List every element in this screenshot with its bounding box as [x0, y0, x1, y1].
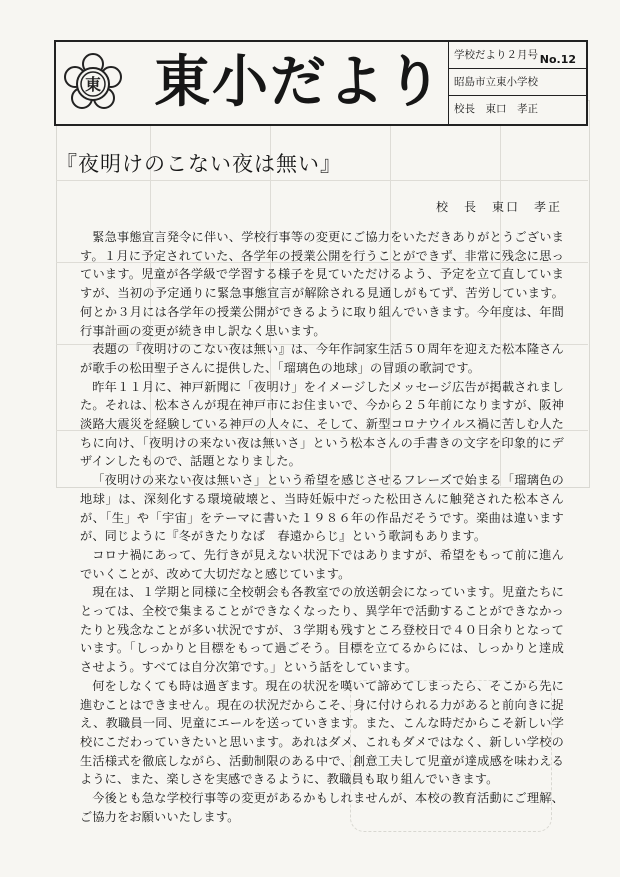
principal-name: 校長 東口 孝正 [454, 103, 538, 115]
school-emblem-icon [62, 51, 124, 113]
paragraph: 「夜明けの来ない夜は無いさ」という希望を感じさせるフレーズで始まる「瑠璃色の地球」は、深刻化する環境破壊と、当時妊娠中だった松田さんに触発された松本さんが、「生」や「宇宙」をテーマに書いた１９８６年の作品だそうです。楽曲は違いますが、同じように『冬がきたりなば 春遠からじ』という歌詞もあります。 [80, 473, 564, 544]
issue-number: No.12 [539, 53, 576, 66]
article-author: 校 長 東口 孝正 [436, 200, 563, 214]
article-body [80, 228, 564, 827]
issue-row [449, 42, 586, 69]
newsletter-title: 東小だより [154, 49, 444, 115]
paragraph: コロナ禍にあって、先行きが見えない状況下ではありますが、希望をもって前に進んでいくことが、改めて大切だなと感じています。 [80, 547, 564, 581]
show-through-rule [56, 180, 588, 181]
school-name: 昭島市立東小学校 [449, 69, 586, 96]
paragraph: 現在は、１学期と同様に全校朝会も各教室での放送朝会になっています。児童たちにとっては、全校で集まることができなくなったり、異学年で活動することができなかったりと残念なことが多い状況ですが、３学期も残すところ登校日で４０日余りとなっています。「しっかりと目標をもって過ごそう。目標を立てるからには、しっかりと達成させよう。すべては自分次第です。」という話をしています。 [80, 585, 564, 675]
paragraph: 表題の『夜明けのこない夜は無い』は、今年作詞家生活５０周年を迎えた松本隆さんが歌手の松田聖子さんに提供した、「瑠璃色の地球」の冒頭の歌詞です。 [80, 342, 564, 375]
masthead [54, 40, 588, 126]
school-emblem [62, 51, 124, 113]
emblem-letter: 東 [84, 75, 102, 94]
issue-info-box [448, 42, 586, 124]
paragraph: 昨年１１月に、神戸新聞に「夜明け」をイメージしたメッセージ広告が掲載されました。それは、松本さんが現在神戸市にお住まいで、今から２５年前になりますが、阪神淡路大震災を経験している神戸の人々に、そして、新型コロナウイルス禍に苦しむ人たちに向け、「夜明けの来ない夜は無いさ」という松本さんの手書きの文字を印象的にデザインしたもので、話題となりました。 [80, 379, 564, 469]
article-title: 『夜明けのこない夜は無い』 [56, 152, 342, 176]
paragraph: 緊急事態宣言発令に伴い、学校行事等の変更にご協力をいただきありがとうございます。１月に予定されていた、各学年の授業公開を行うことができず、非常に残念に思っています。児童が各学級で学習する様子を見ていただけるよう、予定を立て直していますが、当初の予定通りに緊急事態宣言が解除される見通しがもてず、苦労しています。何とか３月には各学年の授業公開ができるように取り組んでいきます。今年度は、年間行事計画の変更が続き申し訳なく思います。 [80, 230, 564, 338]
paragraph: 今後とも急な学校行事等の変更があるかもしれませんが、本校の教育活動にご理解、ご協力をお願いいたします。 [80, 791, 564, 824]
issue-label: 学校だより２月号 [454, 49, 538, 61]
paragraph: 何をしなくても時は過ぎます。現在の状況を嘆いて諦めてしまったら、そこから先に進むことはできません。現在の状況だからこそ、身に付けられる力があると前向きに捉え、教職員一同、児童にエールを送っていきます。また、こんな時だからこそ新しい学校にこだわっていきたいと思います。あれはダメ、これもダメではなく、新しい学校の生活様式を徹底しながら、活動制限のある中で、創意工夫して児童が達成感を味わえるように、また、楽しさを実感できるように、教職員も取り組んでいきます。 [80, 678, 564, 787]
